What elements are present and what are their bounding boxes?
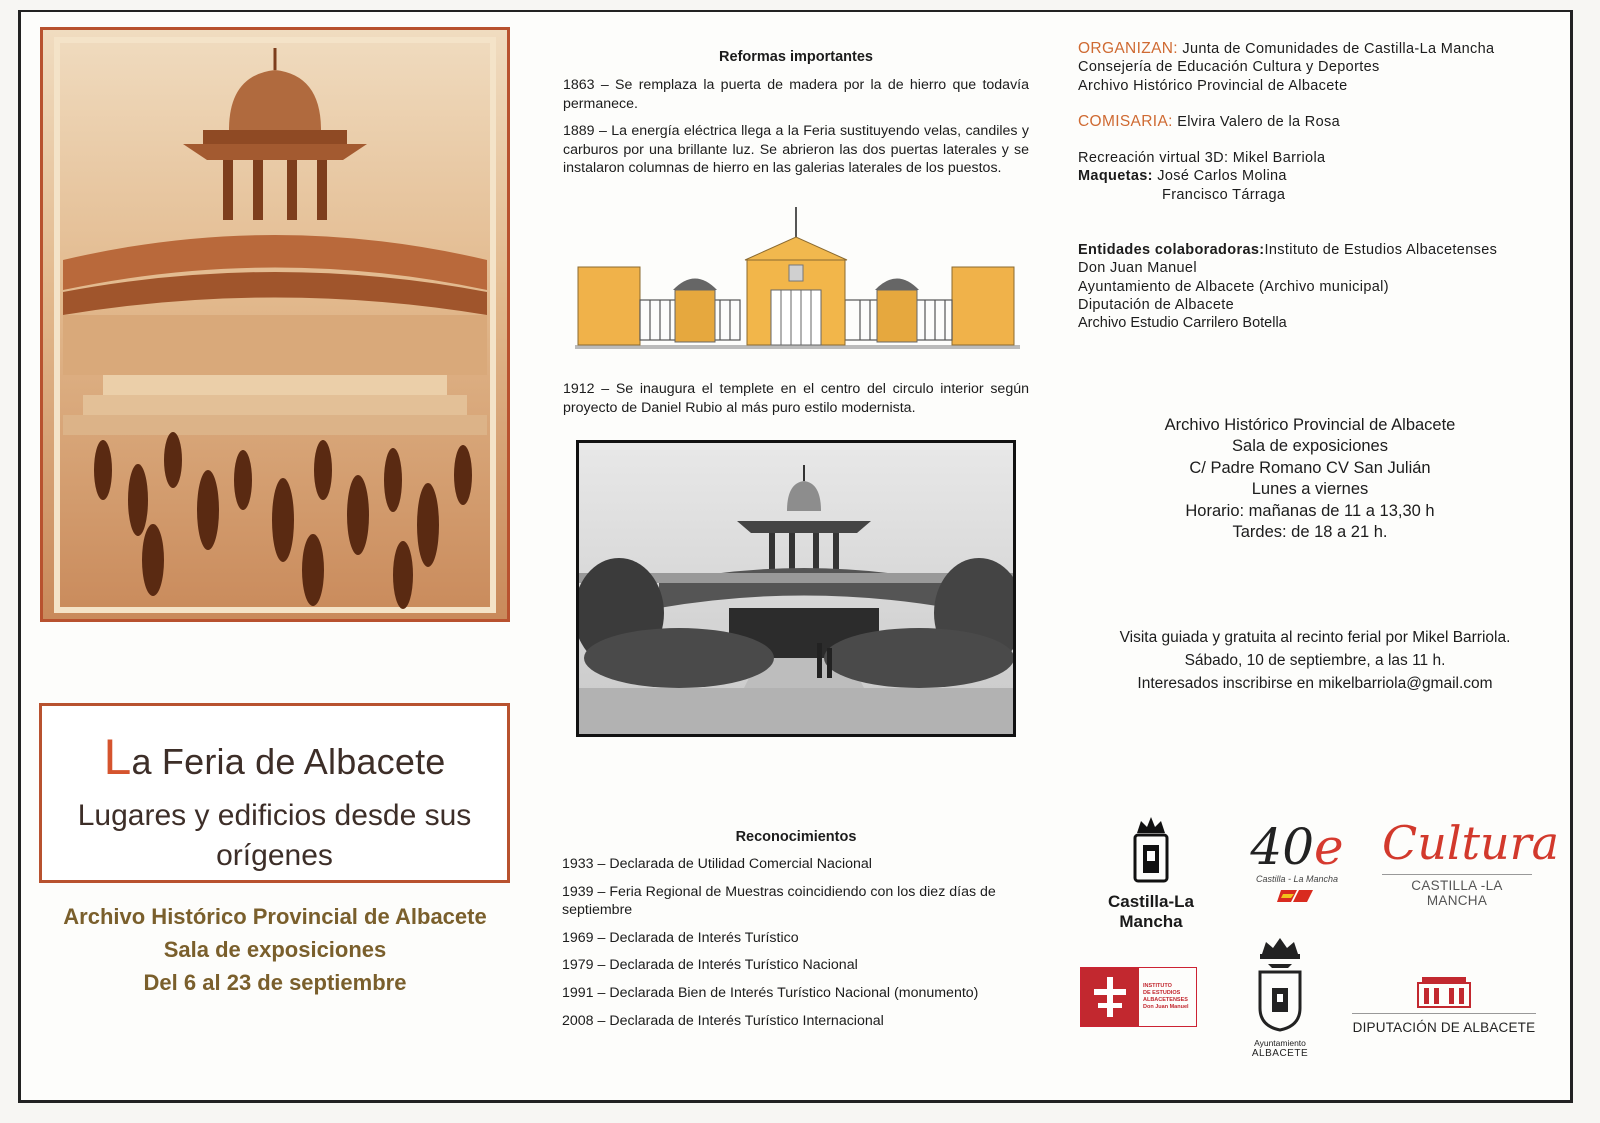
visita-line: Interesados inscribirse en mikelbarriola@gmail.com <box>1137 675 1493 692</box>
cross-icon <box>1090 975 1130 1019</box>
reconocimiento-item: 1933 – Declarada de Utilidad Comercial Nacional <box>562 856 872 872</box>
credits-block <box>1078 149 1325 204</box>
reconocimientos-list <box>562 855 1030 1039</box>
iea-line: Don Juan Manuel <box>1143 1004 1189 1010</box>
organizan-label: ORGANIZAN: <box>1078 40 1178 57</box>
venue-line: Sala de exposiciones <box>1232 437 1388 456</box>
left-info-block <box>40 900 510 999</box>
ayto-line-1: Ayuntamiento <box>1254 1038 1306 1048</box>
comisaria-block <box>1078 113 1340 131</box>
entidades-line: Diputación de Albacete <box>1078 296 1235 313</box>
building-icon <box>1414 975 1474 1009</box>
iea-line: INSTITUTO <box>1143 983 1172 989</box>
recreacion-line: Recreación virtual 3D: Mikel Barriola <box>1078 150 1326 166</box>
left-info-line: Archivo Histórico Provincial de Albacete <box>63 904 487 929</box>
reconocimiento-item: 1939 – Feria Regional de Muestras coincidiendo con los diez días de septiembre <box>562 883 996 919</box>
venue-line: Horario: mañanas de 11 a 13,30 h <box>1185 501 1435 520</box>
entidades-line: Don Juan Manuel <box>1078 260 1197 277</box>
iea-text <box>1139 983 1189 1011</box>
entidades-first: Instituto de Estudios Albacetenses <box>1264 242 1498 258</box>
visita-line: Sábado, 10 de septiembre, a las 11 h. <box>1184 652 1446 669</box>
maquetas-name-2: Francisco Tárraga <box>1162 186 1286 203</box>
reconocimiento-item: 2008 – Declarada de Interés Turístico Internacional <box>562 1012 884 1029</box>
left-info-line: Del 6 al 23 de septiembre <box>143 970 407 995</box>
visita-block <box>1075 626 1555 695</box>
forty-e-glyph: e <box>1314 818 1344 876</box>
cultura-subtext: CASTILLA -LA MANCHA <box>1382 874 1532 908</box>
entidades-last: Archivo Estudio Carrilero Botella <box>1078 315 1287 332</box>
reforma-1912: 1912 – Se inaugura el templete en el centro del circulo interior según proyecto de Daniel Rubio al más puro estilo modernista. <box>563 381 1029 416</box>
venue-line: Lunes a viernes <box>1251 480 1369 499</box>
coat-of-arms-icon <box>1250 938 1310 1033</box>
exhibition-subtitle: Lugares y edificios desde sus orígenes <box>77 799 472 872</box>
gate-illustration <box>575 205 1020 350</box>
venue-line: C/ Padre Romano CV San Julián <box>1189 458 1431 477</box>
exhibition-title <box>42 728 507 786</box>
reconocimiento-item: 1979 – Declarada de Interés Turístico Nacional <box>562 957 858 974</box>
iea-line: ALBACETENSES <box>1143 997 1188 1003</box>
left-info-line: Sala de exposiciones <box>163 937 387 962</box>
forty-number: 40 <box>1250 818 1315 876</box>
forty-text <box>1232 818 1362 876</box>
comisaria-value: Elvira Valero de la Rosa <box>1177 114 1341 130</box>
forty-subtext: Castilla - La Mancha <box>1255 874 1339 884</box>
organizan-block <box>1078 40 1494 95</box>
forty-anniversary-logo <box>1232 818 1362 909</box>
cultura-logo <box>1382 812 1560 908</box>
organizan-line: Consejería de Educación Cultura y Deportes <box>1078 59 1380 76</box>
bw-templete-photo <box>576 440 1016 737</box>
reforma-1863: 1863 – Se remplaza la puerta de madera por la de hierro que todavía permanece. <box>563 77 1029 112</box>
maquetas-label: Maquetas: <box>1078 168 1153 185</box>
diputacion-logo <box>1352 975 1536 1035</box>
iea-line: DE ESTUDIOS <box>1143 990 1181 996</box>
ayuntamiento-logo <box>1243 938 1317 1060</box>
title-rest: a Feria de Albacete <box>131 741 446 782</box>
reformas-heading: Reformas importantes <box>719 49 873 65</box>
castilla-logo-text: Castilla-La Mancha <box>1108 892 1194 931</box>
castle-crown-icon <box>1129 815 1173 885</box>
iea-logo <box>1080 967 1197 1027</box>
entidades-line: Ayuntamiento de Albacete (Archivo municipal) <box>1078 278 1389 295</box>
reconocimientos-heading: Reconocimientos <box>735 829 857 845</box>
venue-block <box>1080 415 1540 543</box>
comisaria-label: COMISARIA: <box>1078 113 1173 130</box>
exhibition-title-box <box>39 703 510 883</box>
flag-icon <box>1277 888 1317 904</box>
diputacion-text: DIPUTACIÓN DE ALBACETE <box>1352 1013 1536 1035</box>
entidades-block <box>1078 241 1497 332</box>
reconocimiento-item: 1969 – Declarada de Interés Turístico <box>562 929 799 946</box>
title-initial: L <box>103 729 132 785</box>
reconocimiento-item: 1991 – Declarada Bien de Interés Turístico Nacional (monumento) <box>562 984 979 1001</box>
entidades-label: Entidades colaboradoras: <box>1078 242 1265 258</box>
reforma-1889: 1889 – La energía eléctrica llega a la Feria sustituyendo velas, candiles y carburos por una brillante luz. Se abrieron las dos puertas laterales y se instalaron columnas de hierro en las galerias laterales de los puestos. <box>563 123 1029 177</box>
maquetas-name-1: José Carlos Molina <box>1157 168 1287 185</box>
ayto-line-2: ALBACETE <box>1251 1048 1309 1059</box>
venue-line: Tardes: de 18 a 21 h. <box>1232 523 1388 542</box>
castilla-la-mancha-logo <box>1076 815 1226 932</box>
visita-line: Visita guiada y gratuita al recinto ferial por Mikel Barriola. <box>1119 629 1511 646</box>
iea-emblem <box>1081 968 1139 1026</box>
sepia-feria-photo <box>40 27 510 622</box>
venue-line: Archivo Histórico Provincial de Albacete <box>1164 416 1456 434</box>
organizan-line: Archivo Histórico Provincial de Albacete <box>1078 77 1348 94</box>
cultura-text: Cultura <box>1382 816 1560 870</box>
organizan-line: Junta de Comunidades de Castilla-La Mancha <box>1182 41 1495 57</box>
